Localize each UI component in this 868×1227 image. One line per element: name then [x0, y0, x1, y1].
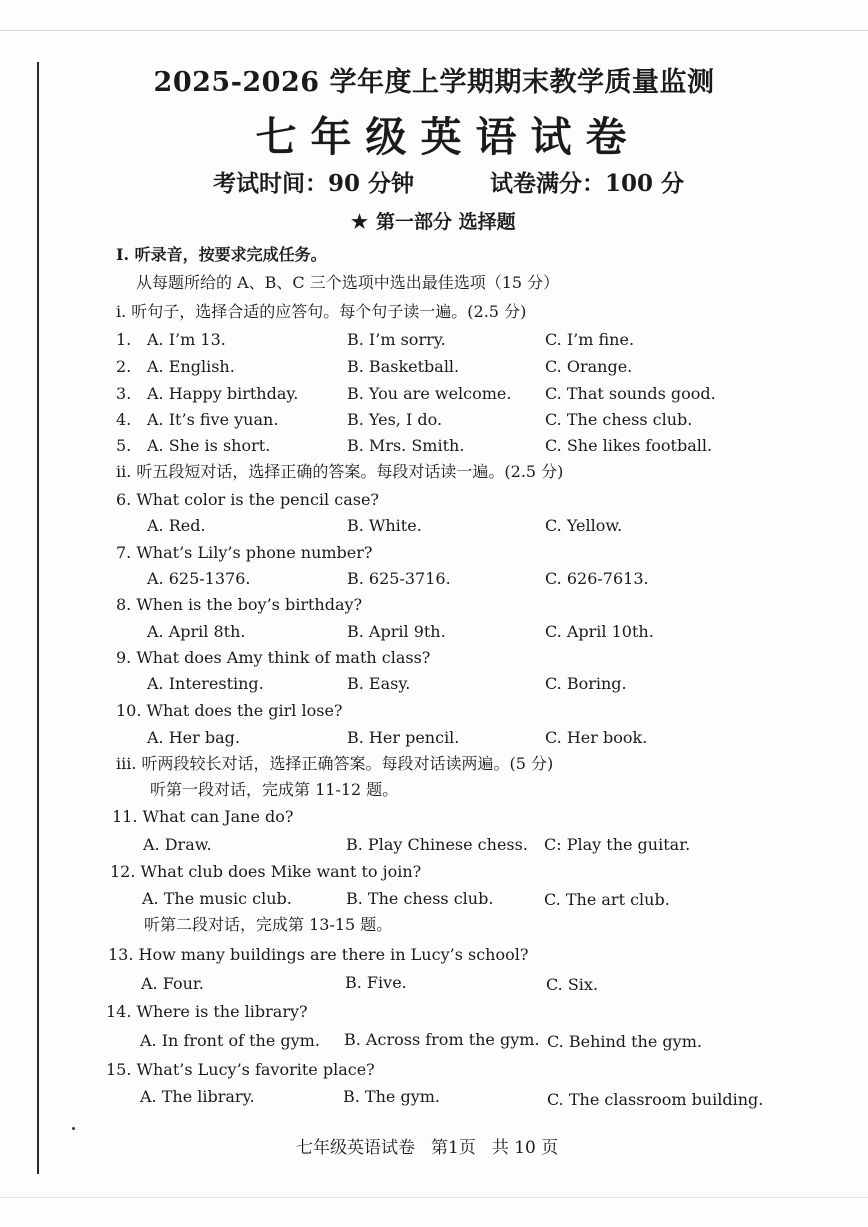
option-b: B. White.	[347, 516, 422, 535]
option-b: B. April 9th.	[347, 622, 446, 641]
star-icon: ★	[351, 211, 369, 233]
footer-subject: 七年级英语试卷	[296, 1138, 415, 1158]
question-number: 5.	[116, 436, 132, 455]
option-c: C. April 10th.	[545, 622, 654, 641]
section-heading: I. 听录音，按要求完成任务。	[116, 245, 327, 264]
option-b: B. 625-3716.	[347, 569, 451, 588]
option-c: C. 626-7613.	[545, 569, 649, 588]
option-b: B. The gym.	[343, 1087, 440, 1106]
question-stem: 13. How many buildings are there in Lucy’s school?	[108, 945, 529, 964]
option-a: A. Draw.	[143, 835, 212, 854]
option-a: A. In front of the gym.	[140, 1031, 320, 1050]
option-c: C. The art club.	[544, 890, 670, 909]
question-stem: 7. What’s Lily’s phone number?	[116, 543, 373, 562]
option-a: A. I’m 13.	[147, 330, 226, 349]
option-a: A. April 8th.	[147, 622, 246, 641]
question-number: 3.	[116, 384, 132, 403]
exam-time: 考试时间：90 分钟	[213, 170, 415, 197]
option-b: B. The chess club.	[346, 889, 494, 908]
option-a: A. Happy birthday.	[147, 384, 299, 403]
option-c: C. Six.	[546, 975, 599, 994]
binding-margin-line	[37, 62, 39, 1174]
option-c: C. The chess club.	[545, 410, 693, 429]
question-stem: 6. What color is the pencil case?	[116, 490, 379, 509]
option-c: C. Behind the gym.	[547, 1032, 702, 1051]
option-a: A. Interesting.	[147, 674, 264, 693]
footer-total-pages: 共 10 页	[491, 1138, 559, 1158]
section-instruction: 从每题所给的 A、B、C 三个选项中选出最佳选项（15 分）	[136, 273, 560, 292]
option-a: A. 625-1376.	[147, 569, 251, 588]
option-a: A. It’s five yuan.	[147, 410, 279, 429]
option-b: B. Mrs. Smith.	[347, 436, 465, 455]
option-b: B. Yes, I do.	[347, 410, 443, 429]
option-b: B. Easy.	[347, 674, 411, 693]
subsection-i-heading: i. 听句子，选择合适的应答句。每个句子读一遍。(2.5 分)	[116, 302, 527, 321]
full-score: 试卷满分：100 分	[490, 170, 685, 197]
scan-speck	[72, 1127, 75, 1130]
part-title: 第一部分 选择题	[376, 211, 516, 233]
option-c: C. She likes football.	[545, 436, 713, 455]
option-b: B. Basketball.	[347, 357, 460, 376]
page-footer	[296, 1133, 574, 1158]
question-number: 2.	[116, 357, 132, 376]
option-c: C. Yellow.	[545, 516, 623, 535]
option-b: B. I’m sorry.	[347, 330, 446, 349]
option-b: B. Her pencil.	[347, 728, 460, 747]
part-heading	[351, 207, 516, 234]
option-c: C. I’m fine.	[545, 330, 635, 349]
subsection-iii-heading: iii. 听两段较长对话，选择正确答案。每段对话读两遍。(5 分)	[116, 754, 554, 773]
option-c: C. The classroom building.	[547, 1090, 764, 1109]
option-b: B. You are welcome.	[347, 384, 512, 403]
scan-bottom-edge	[0, 1197, 868, 1198]
question-number: 1.	[116, 330, 132, 349]
question-stem: 12. What club does Mike want to join?	[110, 862, 422, 881]
question-number: 4.	[116, 410, 132, 429]
option-a: A. Her bag.	[147, 728, 240, 747]
question-stem: 10. What does the girl lose?	[116, 701, 343, 720]
question-stem: 15. What’s Lucy’s favorite place?	[106, 1060, 375, 1079]
exam-title-line1: 2025-2026 学年度上学期期末教学质量监测	[153, 67, 715, 98]
subsection-ii-heading: ii. 听五段短对话，选择正确的答案。每段对话读一遍。(2.5 分)	[116, 462, 564, 481]
option-a: A. The library.	[140, 1087, 255, 1106]
footer-page-number: 第1页	[431, 1138, 476, 1158]
question-stem: 14. Where is the library?	[106, 1002, 308, 1021]
option-a: A. The music club.	[142, 889, 292, 908]
option-a: A. She is short.	[147, 436, 271, 455]
option-a: A. Four.	[141, 974, 204, 993]
scan-top-edge	[0, 30, 868, 31]
exam-title-line2: 七年级英语试卷	[255, 113, 641, 161]
question-stem: 9. What does Amy think of math class?	[116, 648, 431, 667]
question-stem: 11. What can Jane do?	[112, 807, 294, 826]
option-a: A. Red.	[147, 516, 206, 535]
option-c: C: Play the guitar.	[544, 835, 691, 854]
question-stem: 8. When is the boy’s birthday?	[116, 595, 363, 614]
option-c: C. That sounds good.	[545, 384, 716, 403]
option-c: C. Orange.	[545, 357, 633, 376]
dialog1-note: 听第一段对话，完成第 11-12 题。	[150, 780, 399, 799]
option-a: A. English.	[147, 357, 235, 376]
option-b: B. Play Chinese chess.	[346, 835, 528, 854]
option-b: B. Five.	[345, 973, 407, 992]
option-c: C. Boring.	[545, 674, 627, 693]
option-c: C. Her book.	[545, 728, 648, 747]
option-b: B. Across from the gym.	[344, 1030, 540, 1049]
dialog2-note: 听第二段对话，完成第 13-15 题。	[144, 915, 393, 934]
